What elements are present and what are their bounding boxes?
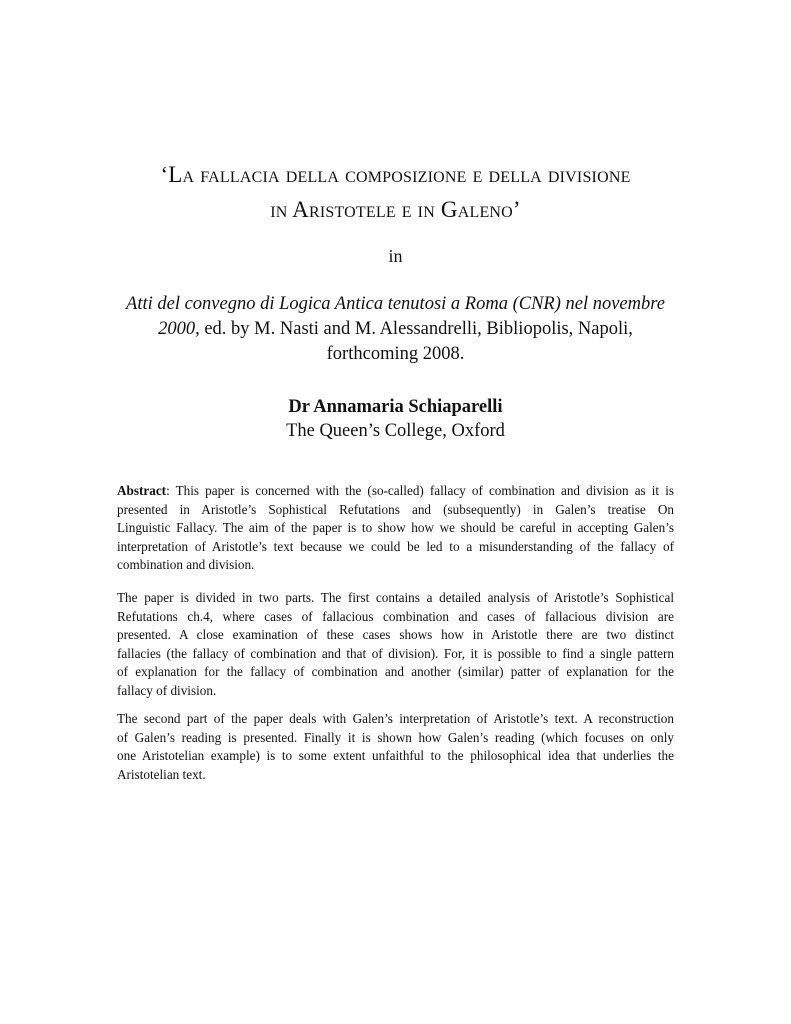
abstract-line: Linguistic Fallacy. The aim of the paper is to show how we should be careful in accepting Galen’s	[117, 520, 674, 536]
abstract-line: Abstract: This paper is concerned with the (so-called) fallacy of combination and division as it is	[117, 483, 674, 498]
paragraph-line: The paper is divided in two parts. The first contains a detailed analysis of Aristotle’s Sophistical	[117, 590, 674, 605]
paragraph-line: Aristotelian text.	[117, 766, 206, 782]
citation-line-2	[60, 317, 731, 342]
title-line-1: ‘La fallacia della composizione e della divisione	[160, 162, 631, 187]
abstract-label: Abstract	[117, 483, 167, 498]
publication-citation	[60, 292, 731, 367]
paragraph-line: of explanation for the fallacy of combination and another (similar) patter of explanation for the	[117, 664, 674, 680]
paragraph-line: one Aristotelian example) is to some extent unfaithful to the philosophical idea that underlies the	[117, 748, 674, 764]
paper-title	[40, 157, 751, 227]
abstract-paragraph	[117, 482, 674, 575]
paragraph-line: The second part of the paper deals with Galen’s interpretation of Aristotle’s text. A reconstruction	[117, 711, 674, 726]
citation-editors: ed. by M. Nasti and M. Alessandrelli, Bibliopolis, Napoli,	[199, 319, 633, 339]
abstract-line: interpretation of Aristotle’s text because we could be led to a misunderstanding of the fallacy of	[117, 538, 674, 554]
title-line-2: in Aristotele e in Galeno’	[270, 197, 521, 222]
body-paragraph-2	[117, 589, 674, 701]
citation-line-3: forthcoming 2008.	[326, 344, 465, 364]
paragraph-line: fallacies (the fallacy of combination and that of division). For, it is possible to find a single pattern	[117, 645, 674, 661]
paragraph-line: of Galen’s reading is presented. Finally it is shown how Galen’s reading (which focuses on only	[117, 729, 674, 745]
abstract-line: combination and division.	[117, 557, 255, 573]
abstract-line: presented in Aristotle’s Sophistical Refutations and (subsequently) in Galen’s treatise On	[117, 501, 674, 517]
citation-line-1	[60, 292, 731, 317]
author-affiliation: The Queen’s College, Oxford	[286, 421, 505, 441]
citation-proceedings-title: Atti del convegno di Logica Antica tenutosi a Roma (CNR) nel novembre	[126, 294, 665, 314]
in-connector: in	[388, 246, 403, 266]
paragraph-line: Refutations ch.4, where cases of fallacious combination and cases of fallacious division are	[117, 608, 674, 624]
citation-year: 2000,	[158, 319, 200, 339]
paragraph-line: presented. A close examination of these cases shows how in Aristotle there are two distinct	[117, 627, 674, 643]
body-paragraph-3	[117, 710, 674, 784]
author-name: Dr Annamaria Schiaparelli	[288, 397, 503, 417]
paragraph-line: fallacy of division.	[117, 682, 217, 698]
